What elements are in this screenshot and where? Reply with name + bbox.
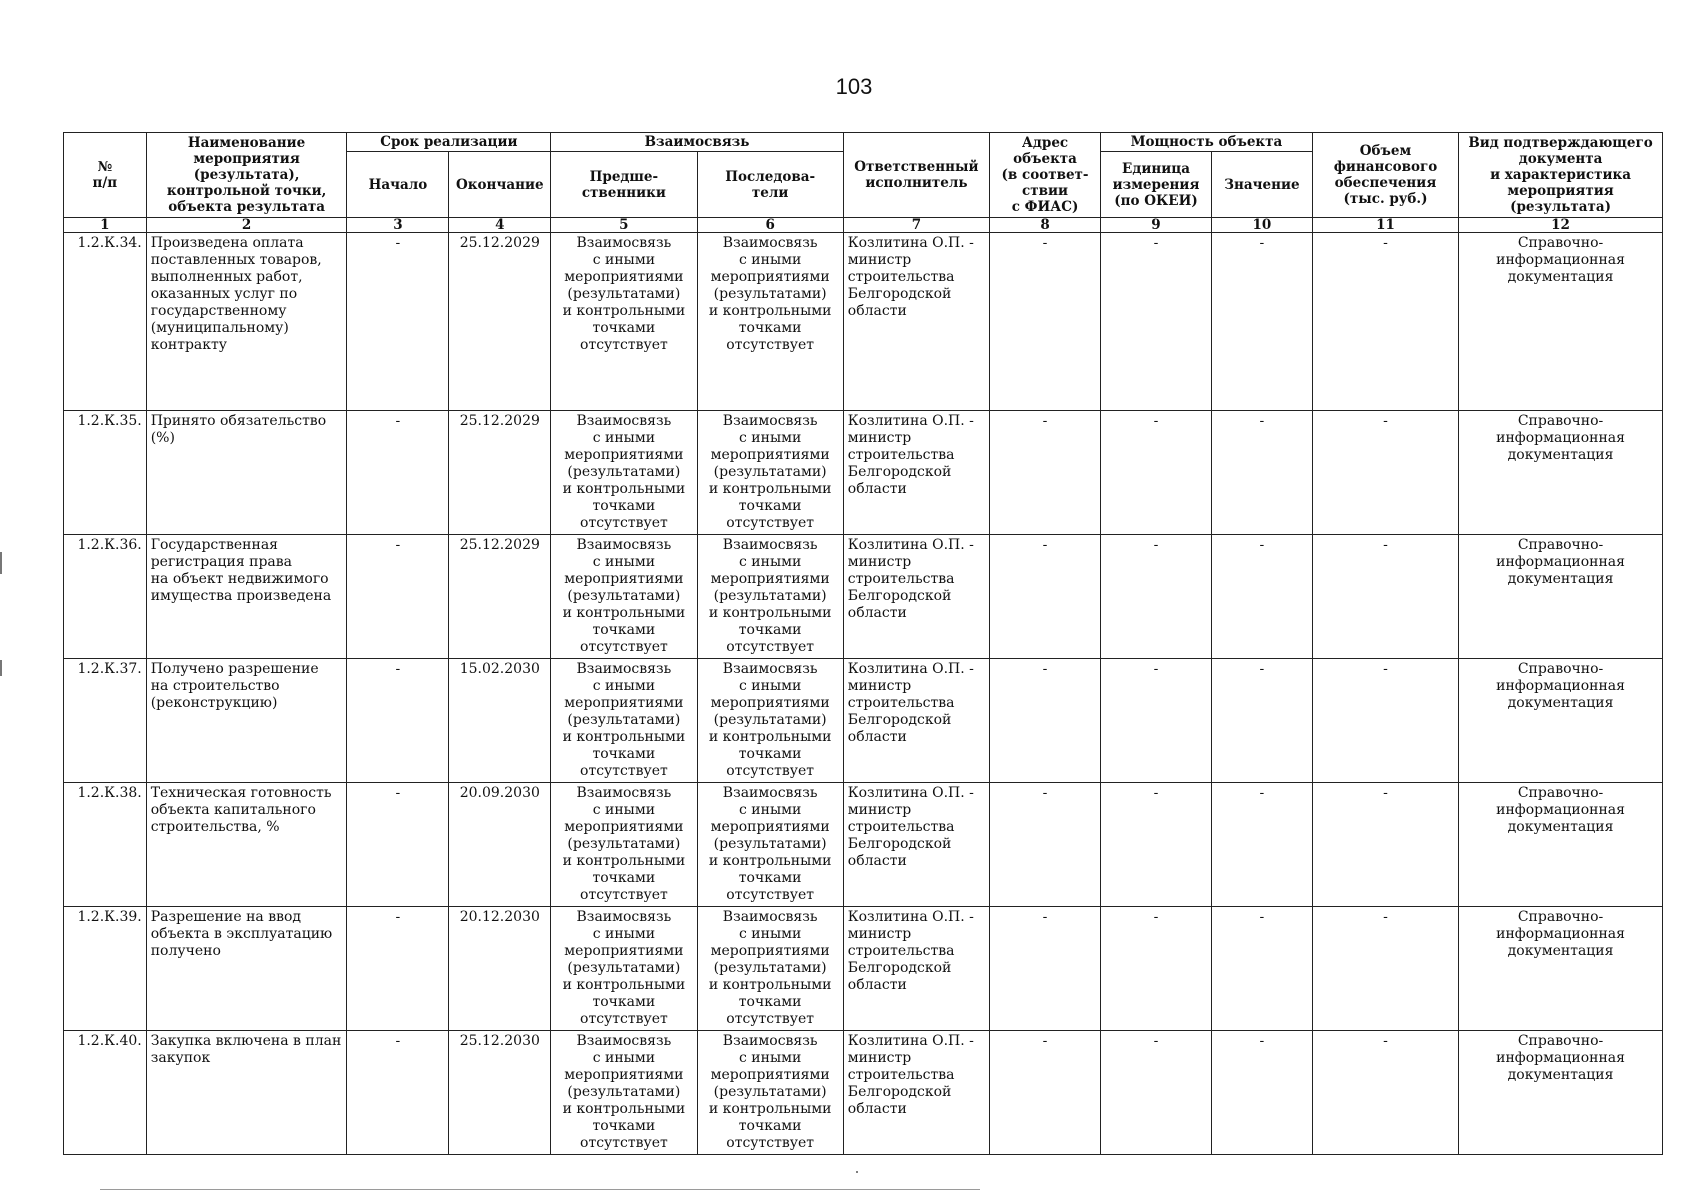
cell-responsible: Козлитина О.П. - министр строительства Белгородской области (843, 1031, 989, 1155)
column-number: 1 (64, 218, 147, 233)
cell-end: 15.02.2030 (449, 659, 551, 783)
header-address: Адрес объекта (в соответ- ствии с ФИАС) (990, 133, 1101, 218)
column-number: 5 (551, 218, 697, 233)
cell-end: 20.09.2030 (449, 783, 551, 907)
cell-end: 25.12.2029 (449, 535, 551, 659)
cell-name: Государственная регистрация права на объект недвижимого имущества произведена (146, 535, 347, 659)
cell-name: Закупка включена в план закупок (146, 1031, 347, 1155)
cell-start: - (347, 659, 449, 783)
cell-successors: Взаимосвязь с иными мероприятиями (результатами) и контрольными точками отсутствует (697, 783, 843, 907)
cell-end: 20.12.2030 (449, 907, 551, 1031)
table-header (64, 133, 1663, 233)
column-numbers-row (64, 218, 1663, 233)
cell-end: 25.12.2029 (449, 233, 551, 411)
page-number: 103 (835, 74, 873, 99)
cell-predecessors: Взаимосвязь с иными мероприятиями (результатами) и контрольными точками отсутствует (551, 1031, 697, 1155)
cell-no: 1.2.К.34. (64, 233, 147, 411)
cell-no: 1.2.К.37. (64, 659, 147, 783)
column-number: 9 (1101, 218, 1212, 233)
cell-no: 1.2.К.38. (64, 783, 147, 907)
cell-name: Принято обязательство (%) (146, 411, 347, 535)
table-row (64, 783, 1663, 907)
column-number: 8 (990, 218, 1101, 233)
cell-predecessors: Взаимосвязь с иными мероприятиями (результатами) и контрольными точками отсутствует (551, 907, 697, 1031)
cell-responsible: Козлитина О.П. - министр строительства Белгородской области (843, 233, 989, 411)
cell-responsible: Козлитина О.П. - министр строительства Белгородской области (843, 907, 989, 1031)
cell-address: - (990, 535, 1101, 659)
cell-responsible: Козлитина О.П. - министр строительства Белгородской области (843, 535, 989, 659)
cell-value: - (1211, 233, 1312, 411)
scan-artifact-edge (0, 552, 2, 574)
cell-address: - (990, 659, 1101, 783)
cell-successors: Взаимосвязь с иными мероприятиями (результатами) и контрольными точками отсутствует (697, 535, 843, 659)
cell-start: - (347, 233, 449, 411)
column-number: 10 (1211, 218, 1312, 233)
cell-end: 25.12.2030 (449, 1031, 551, 1155)
cell-unit: - (1101, 907, 1212, 1031)
cell-address: - (990, 411, 1101, 535)
cell-finance: - (1312, 1031, 1458, 1155)
header-responsible: Ответственный исполнитель (843, 133, 989, 218)
header-predecessors: Предше- ственники (551, 152, 697, 218)
cell-start: - (347, 535, 449, 659)
header-document: Вид подтверждающего документа и характеристика мероприятия (результата) (1459, 133, 1663, 218)
table-row (64, 659, 1663, 783)
cell-name: Техническая готовность объекта капитального строительства, % (146, 783, 347, 907)
table-row (64, 233, 1663, 411)
cell-address: - (990, 783, 1101, 907)
table-row (64, 1031, 1663, 1155)
cell-address: - (990, 907, 1101, 1031)
column-number: 4 (449, 218, 551, 233)
cell-end: 25.12.2029 (449, 411, 551, 535)
header-start: Начало (347, 152, 449, 218)
cell-value: - (1211, 783, 1312, 907)
activities-table (63, 132, 1663, 1155)
cell-unit: - (1101, 411, 1212, 535)
cell-start: - (347, 907, 449, 1031)
cell-unit: - (1101, 783, 1212, 907)
cell-successors: Взаимосвязь с иными мероприятиями (результатами) и контрольными точками отсутствует (697, 411, 843, 535)
table-row (64, 907, 1663, 1031)
cell-value: - (1211, 1031, 1312, 1155)
cell-start: - (347, 411, 449, 535)
header-group-link: Взаимосвязь (551, 133, 844, 152)
cell-finance: - (1312, 411, 1458, 535)
column-number: 7 (843, 218, 989, 233)
column-number: 12 (1459, 218, 1663, 233)
column-number: 2 (146, 218, 347, 233)
cell-successors: Взаимосвязь с иными мероприятиями (результатами) и контрольными точками отсутствует (697, 907, 843, 1031)
cell-document: Справочно- информационная документация (1459, 233, 1663, 411)
cell-document: Справочно- информационная документация (1459, 411, 1663, 535)
scan-artifact-dot (856, 1171, 858, 1173)
column-number: 3 (347, 218, 449, 233)
cell-document: Справочно- информационная документация (1459, 1031, 1663, 1155)
cell-no: 1.2.К.36. (64, 535, 147, 659)
cell-finance: - (1312, 233, 1458, 411)
cell-responsible: Козлитина О.П. - министр строительства Белгородской области (843, 659, 989, 783)
cell-finance: - (1312, 783, 1458, 907)
cell-document: Справочно- информационная документация (1459, 783, 1663, 907)
cell-successors: Взаимосвязь с иными мероприятиями (результатами) и контрольными точками отсутствует (697, 659, 843, 783)
cell-successors: Взаимосвязь с иными мероприятиями (результатами) и контрольными точками отсутствует (697, 1031, 843, 1155)
cell-responsible: Козлитина О.П. - министр строительства Белгородской области (843, 783, 989, 907)
scan-artifact-edge (0, 660, 2, 676)
cell-predecessors: Взаимосвязь с иными мероприятиями (результатами) и контрольными точками отсутствует (551, 535, 697, 659)
header-no: № п/п (64, 133, 147, 218)
scan-artifact-line (100, 1189, 980, 1190)
cell-finance: - (1312, 535, 1458, 659)
cell-unit: - (1101, 659, 1212, 783)
header-name: Наименование мероприятия (результата), контрольной точки, объекта результата (146, 133, 347, 218)
header-finance: Объем финансового обеспечения (тыс. руб.) (1312, 133, 1458, 218)
header-group-power: Мощность объекта (1101, 133, 1313, 152)
cell-name: Получено разрешение на строительство (реконструкцию) (146, 659, 347, 783)
cell-no: 1.2.К.40. (64, 1031, 147, 1155)
cell-document: Справочно- информационная документация (1459, 535, 1663, 659)
table-row (64, 535, 1663, 659)
header-group-term: Срок реализации (347, 133, 551, 152)
cell-predecessors: Взаимосвязь с иными мероприятиями (результатами) и контрольными точками отсутствует (551, 659, 697, 783)
cell-value: - (1211, 907, 1312, 1031)
cell-predecessors: Взаимосвязь с иными мероприятиями (результатами) и контрольными точками отсутствует (551, 233, 697, 411)
table-row (64, 411, 1663, 535)
cell-responsible: Козлитина О.П. - министр строительства Белгородской области (843, 411, 989, 535)
cell-unit: - (1101, 535, 1212, 659)
cell-value: - (1211, 659, 1312, 783)
cell-no: 1.2.К.39. (64, 907, 147, 1031)
header-end: Окончание (449, 152, 551, 218)
header-value: Значение (1211, 152, 1312, 218)
cell-predecessors: Взаимосвязь с иными мероприятиями (результатами) и контрольными точками отсутствует (551, 411, 697, 535)
cell-no: 1.2.К.35. (64, 411, 147, 535)
cell-value: - (1211, 411, 1312, 535)
cell-successors: Взаимосвязь с иными мероприятиями (результатами) и контрольными точками отсутствует (697, 233, 843, 411)
cell-name: Разрешение на ввод объекта в эксплуатацию получено (146, 907, 347, 1031)
cell-unit: - (1101, 233, 1212, 411)
table-body (64, 233, 1663, 1155)
cell-document: Справочно- информационная документация (1459, 659, 1663, 783)
cell-finance: - (1312, 659, 1458, 783)
cell-address: - (990, 1031, 1101, 1155)
cell-predecessors: Взаимосвязь с иными мероприятиями (результатами) и контрольными точками отсутствует (551, 783, 697, 907)
header-successors: Последова- тели (697, 152, 843, 218)
cell-start: - (347, 783, 449, 907)
cell-address: - (990, 233, 1101, 411)
cell-document: Справочно- информационная документация (1459, 907, 1663, 1031)
column-number: 6 (697, 218, 843, 233)
header-unit: Единица измерения (по ОКЕИ) (1101, 152, 1212, 218)
cell-start: - (347, 1031, 449, 1155)
cell-unit: - (1101, 1031, 1212, 1155)
cell-finance: - (1312, 907, 1458, 1031)
cell-value: - (1211, 535, 1312, 659)
column-number: 11 (1312, 218, 1458, 233)
cell-name: Произведена оплата поставленных товаров, выполненных работ, оказанных услуг по государственному (муниципальному) контракту (146, 233, 347, 411)
